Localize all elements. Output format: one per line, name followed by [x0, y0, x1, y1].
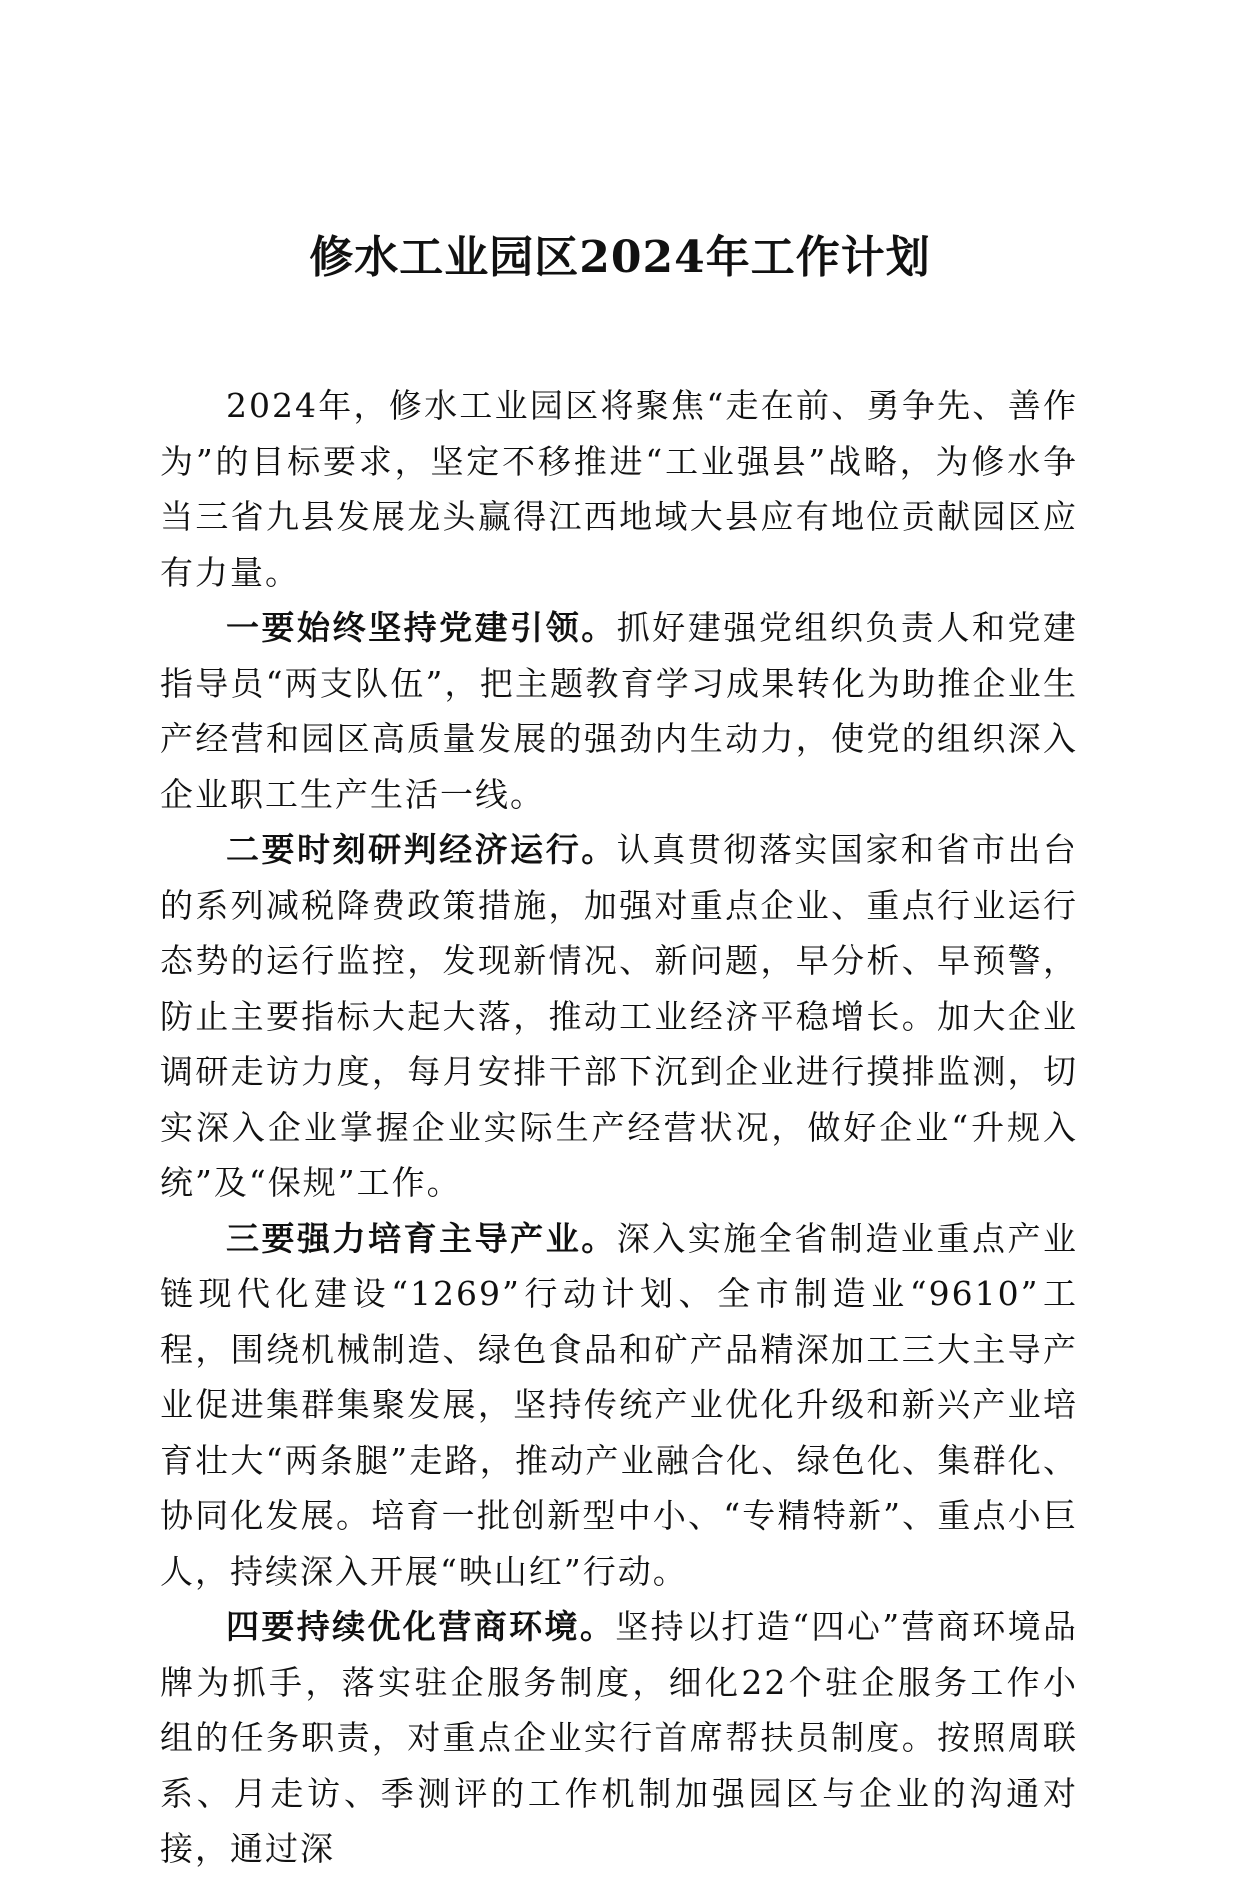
section-3-text: 深入实施全省制造业重点产业链现代化建设“1269”行动计划、全市制造业“9610”工程，围绕机械制造、绿色食品和矿产品精深加工三大主导产业促进集群集聚发展，坚持传统产业优化升级和新兴产业培育壮大“两条腿”走路，推动产业融合化、绿色化、集群化、协同化发展。培育一批创新型中小、“专精特新”、重点小巨人，持续深入开展“映山红”行动。	[160, 1218, 1079, 1591]
section-1-text: 抓好建强党组织负责人和党建指导员“两支队伍”，把主题教育学习成果转化为助推企业生产经营和园区高质量发展的强劲内生动力，使党的组织深入企业职工生产生活一线。	[160, 608, 1079, 814]
section-paragraph-3	[160, 1211, 1078, 1600]
section-2-text: 认真贯彻落实国家和省市出台的系列减税降费政策措施，加强对重点企业、重点行业运行态势的运行监控，发现新情况、新问题，早分析、早预警，防止主要指标大起大落，推动工业经济平稳增长。加大企业调研走访力度，每月安排干部下沉到企业进行摸排监测，切实深入企业掌握企业实际生产经营状况，做好企业“升规入统”及“保规”工作。	[160, 830, 1079, 1202]
section-paragraph-4	[160, 1599, 1078, 1877]
section-2-heading: 二要时刻研判经济运行。	[226, 830, 617, 869]
section-4-text: 坚持以打造“四心”营商环境品牌为抓手，落实驻企服务制度，细化22个驻企服务工作小组的任务职责，对重点企业实行首席帮扶员制度。按照周联系、月走访、季测评的工作机制加强园区与企业的沟通对接，通过深	[160, 1607, 1079, 1868]
section-1-heading: 一要始终坚持党建引领。	[226, 608, 617, 647]
section-paragraph-2	[160, 822, 1078, 1211]
section-4-heading: 四要持续优化营商环境。	[226, 1607, 616, 1646]
section-paragraph-1	[160, 600, 1078, 822]
section-3-heading: 三要强力培育主导产业。	[226, 1218, 617, 1258]
document-body	[160, 378, 1078, 1877]
page-title: 修水工业园区2024年工作计划	[309, 232, 931, 283]
intro-paragraph: 2024年，修水工业园区将聚焦“走在前、勇争先、善作为”的目标要求，坚定不移推进“工业强县”战略，为修水争当三省九县发展龙头赢得江西地域大县应有地位贡献园区应有力量。	[160, 386, 1078, 592]
